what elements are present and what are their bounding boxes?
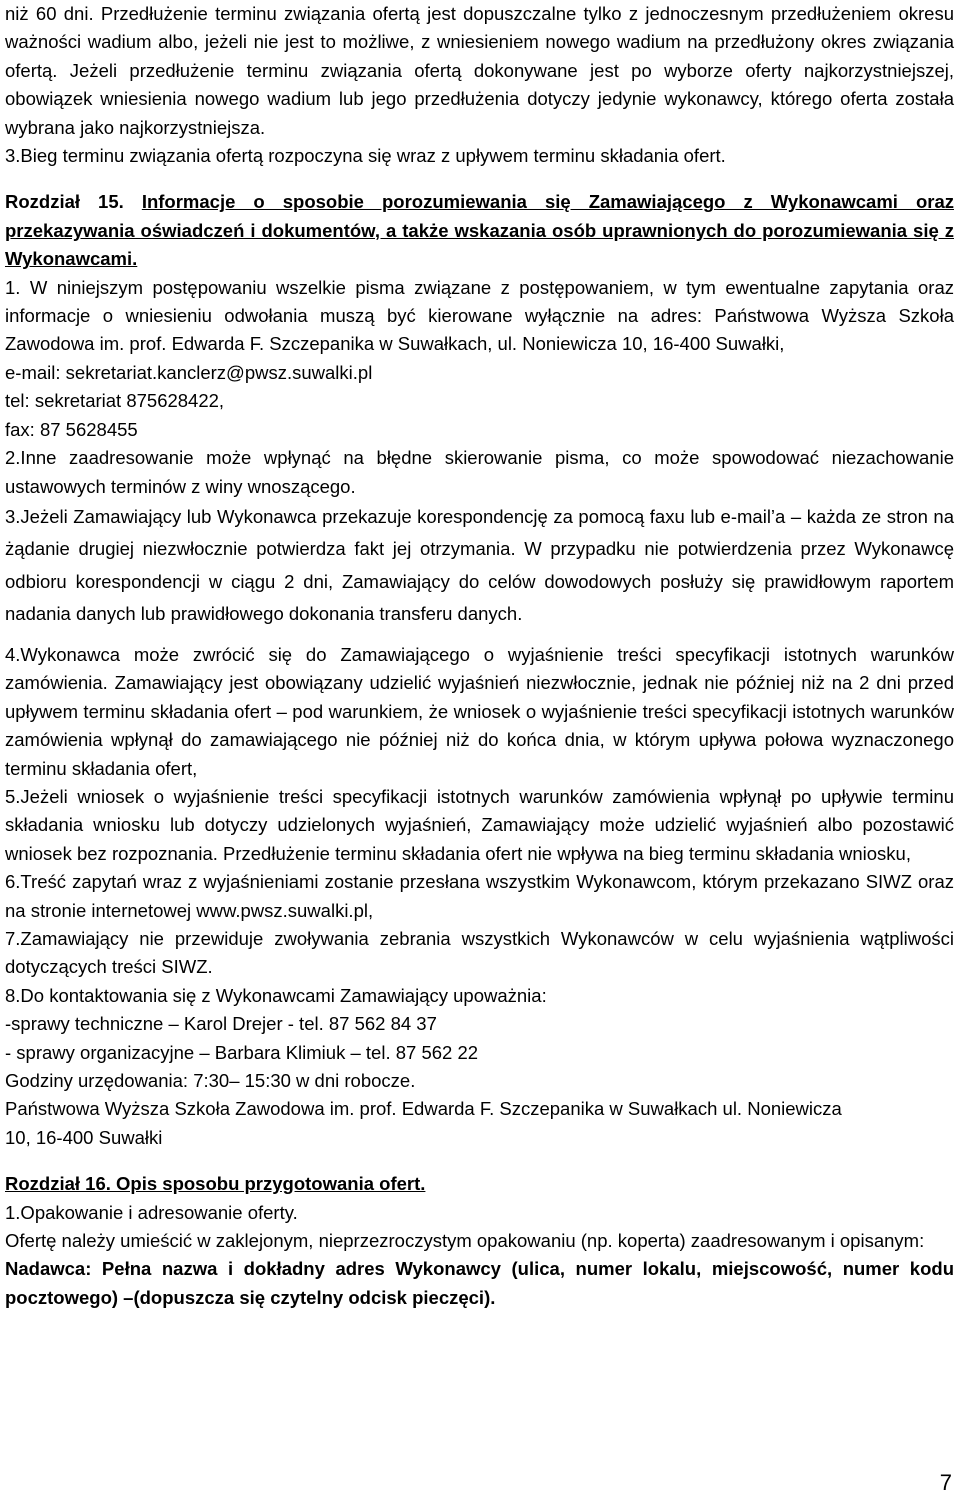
section-15-item-8: 8.Do kontaktowania się z Wykonawcami Zamawiający upoważnia: (5, 984, 547, 1006)
section-15-title: Informacje o sposobie porozumiewania się Zamawiającego z Wykonawcami oraz przekazywania oświadczeń i dokumentów, a także wskazania osób uprawnionych do porozumiewania się z Wykonawcami. (5, 191, 954, 270)
section-15-item-3: 3.Jeżeli Zamawiający lub Wykonawca przekazuje korespondencję za pomocą faxu lub e-mail’a – każda ze stron na żądanie drugiej niezwłocznie potwierdza fakt jej otrzymania. W przypadku nie potwierdzenia przez Wykonawcę odbioru korespondencji w ciągu 2 dni, Zamawiający do celów dowodowych posłuży się prawidłowym raportem nadania danych lub prawidłowego dokonania transferu danych. (5, 505, 954, 625)
address-line-2: 10, 16-400 Suwałki (5, 1126, 163, 1148)
address-line-1: Państwowa Wyższa Szkoła Zawodowa im. prof. Edwarda F. Szczepanika w Suwałkach ul. Noniewicza (5, 1098, 842, 1120)
paragraph-binding-period: 3.Bieg terminu związania ofertą rozpoczyna się wraz z upływem terminu składania ofert. (5, 145, 726, 167)
section-15-item-5: 5.Jeżeli wniosek o wyjaśnienie treści specyfikacji istotnych warunków zamówienia wpłynął po upływie terminu składania wniosku lub dotyczy udzielonych wyjaśnień, Zamawiający może udzielić wyjaśnień albo pozostawić wniosek bez rozpoznania. Przedłużenie terminu składania ofert nie wpływa na bieg terminu składania wniosku, (5, 785, 954, 864)
section-16-heading: Rozdział 16. Opis sposobu przygotowania ofert. (5, 1173, 426, 1195)
section-16-sender: Nadawca: Pełna nazwa i dokładny adres Wykonawcy (ulica, numer lokalu, miejscowość, numer kodu pocztowego) –(dopuszcza się czytelny odcisk pieczęci). (5, 1258, 954, 1308)
contact-email: e-mail: sekretariat.kanclerz@pwsz.suwalki.pl (5, 361, 373, 383)
paragraph-offer-validity: niż 60 dni. Przedłużenie terminu związania ofertą jest dopuszczalne tylko z jednoczesnym przedłużeniem okresu ważności wadium albo, jeżeli nie jest to możliwe, z wniesieniem nowego wadium na przedłużony okres związania ofertą. Jeżeli przedłużenie terminu związania ofertą dokonywane jest po wyborze oferty najkorzystniejszej, obowiązek wniesienia nowego wadium lub jego przedłużenia dotyczy jedynie wykonawcy, którego oferta została wybrana jako najkorzystniejsza. (5, 3, 954, 138)
section-15-heading (5, 188, 954, 273)
document-body (5, 0, 954, 1312)
section-15-item-1: 1. W niniejszym postępowaniu wszelkie pisma związane z postępowaniem, w tym ewentualne zapytania oraz informacje o wniesieniu odwołania muszą być kierowane wyłącznie na adres: Państwowa Wyższa Szkoła Zawodowa im. prof. Edwarda F. Szczepanika w Suwałkach, ul. Noniewicza 10, 16-400 Suwałki, (5, 276, 954, 355)
section-15-item-2: 2.Inne zaadresowanie może wpłynąć na błędne skierowanie pisma, co może spowodować niezachowanie ustawowych terminów z winy wnoszącego. (5, 447, 954, 497)
page-number: 7 (939, 1470, 952, 1495)
section-15-item-4: 4.Wykonawca może zwrócić się do Zamawiającego o wyjaśnienie treści specyfikacji istotnych warunków zamówienia. Zamawiający jest obowiązany udzielić wyjaśnień niezwłocznie, jednak nie później niż na 2 dni przed upływem terminu składania ofert – pod warunkiem, że wniosek o wyjaśnienie treści specyfikacji istotnych warunków zamówienia wpłynął do zamawiającego nie później niż do końca dnia, w którym upływa połowa wyznaczonego terminu składania ofert, (5, 643, 954, 779)
section-16-packaging-text: Ofertę należy umieścić w zaklejonym, nieprzezroczystym opakowaniu (np. koperta) zaadresowanym i opisanym: (5, 1230, 925, 1252)
section-15-number: Rozdział 15. (5, 191, 124, 213)
contact-organizational: - sprawy organizacyjne – Barbara Klimiuk – tel. 87 562 22 (5, 1041, 479, 1063)
section-16-item-1: 1.Opakowanie i adresowanie oferty. (5, 1201, 298, 1223)
contact-fax: fax: 87 5628455 (5, 418, 138, 440)
section-15-item-6: 6.Treść zapytań wraz z wyjaśnieniami zostanie przesłana wszystkim Wykonawcom, którym przekazano SIWZ oraz na stronie internetowej www.pwsz.suwalki.pl, (5, 871, 954, 921)
section-15-item-7: 7.Zamawiający nie przewiduje zwoływania zebrania wszystkich Wykonawców w celu wyjaśnienia wątpliwości dotyczących treści SIWZ. (5, 927, 954, 978)
office-hours: Godziny urzędowania: 7:30– 15:30 w dni robocze. (5, 1070, 416, 1091)
contact-technical: -sprawy techniczne – Karol Drejer - tel. 87 562 84 37 (5, 1013, 437, 1035)
contact-phone: tel: sekretariat 875628422, (5, 390, 225, 412)
